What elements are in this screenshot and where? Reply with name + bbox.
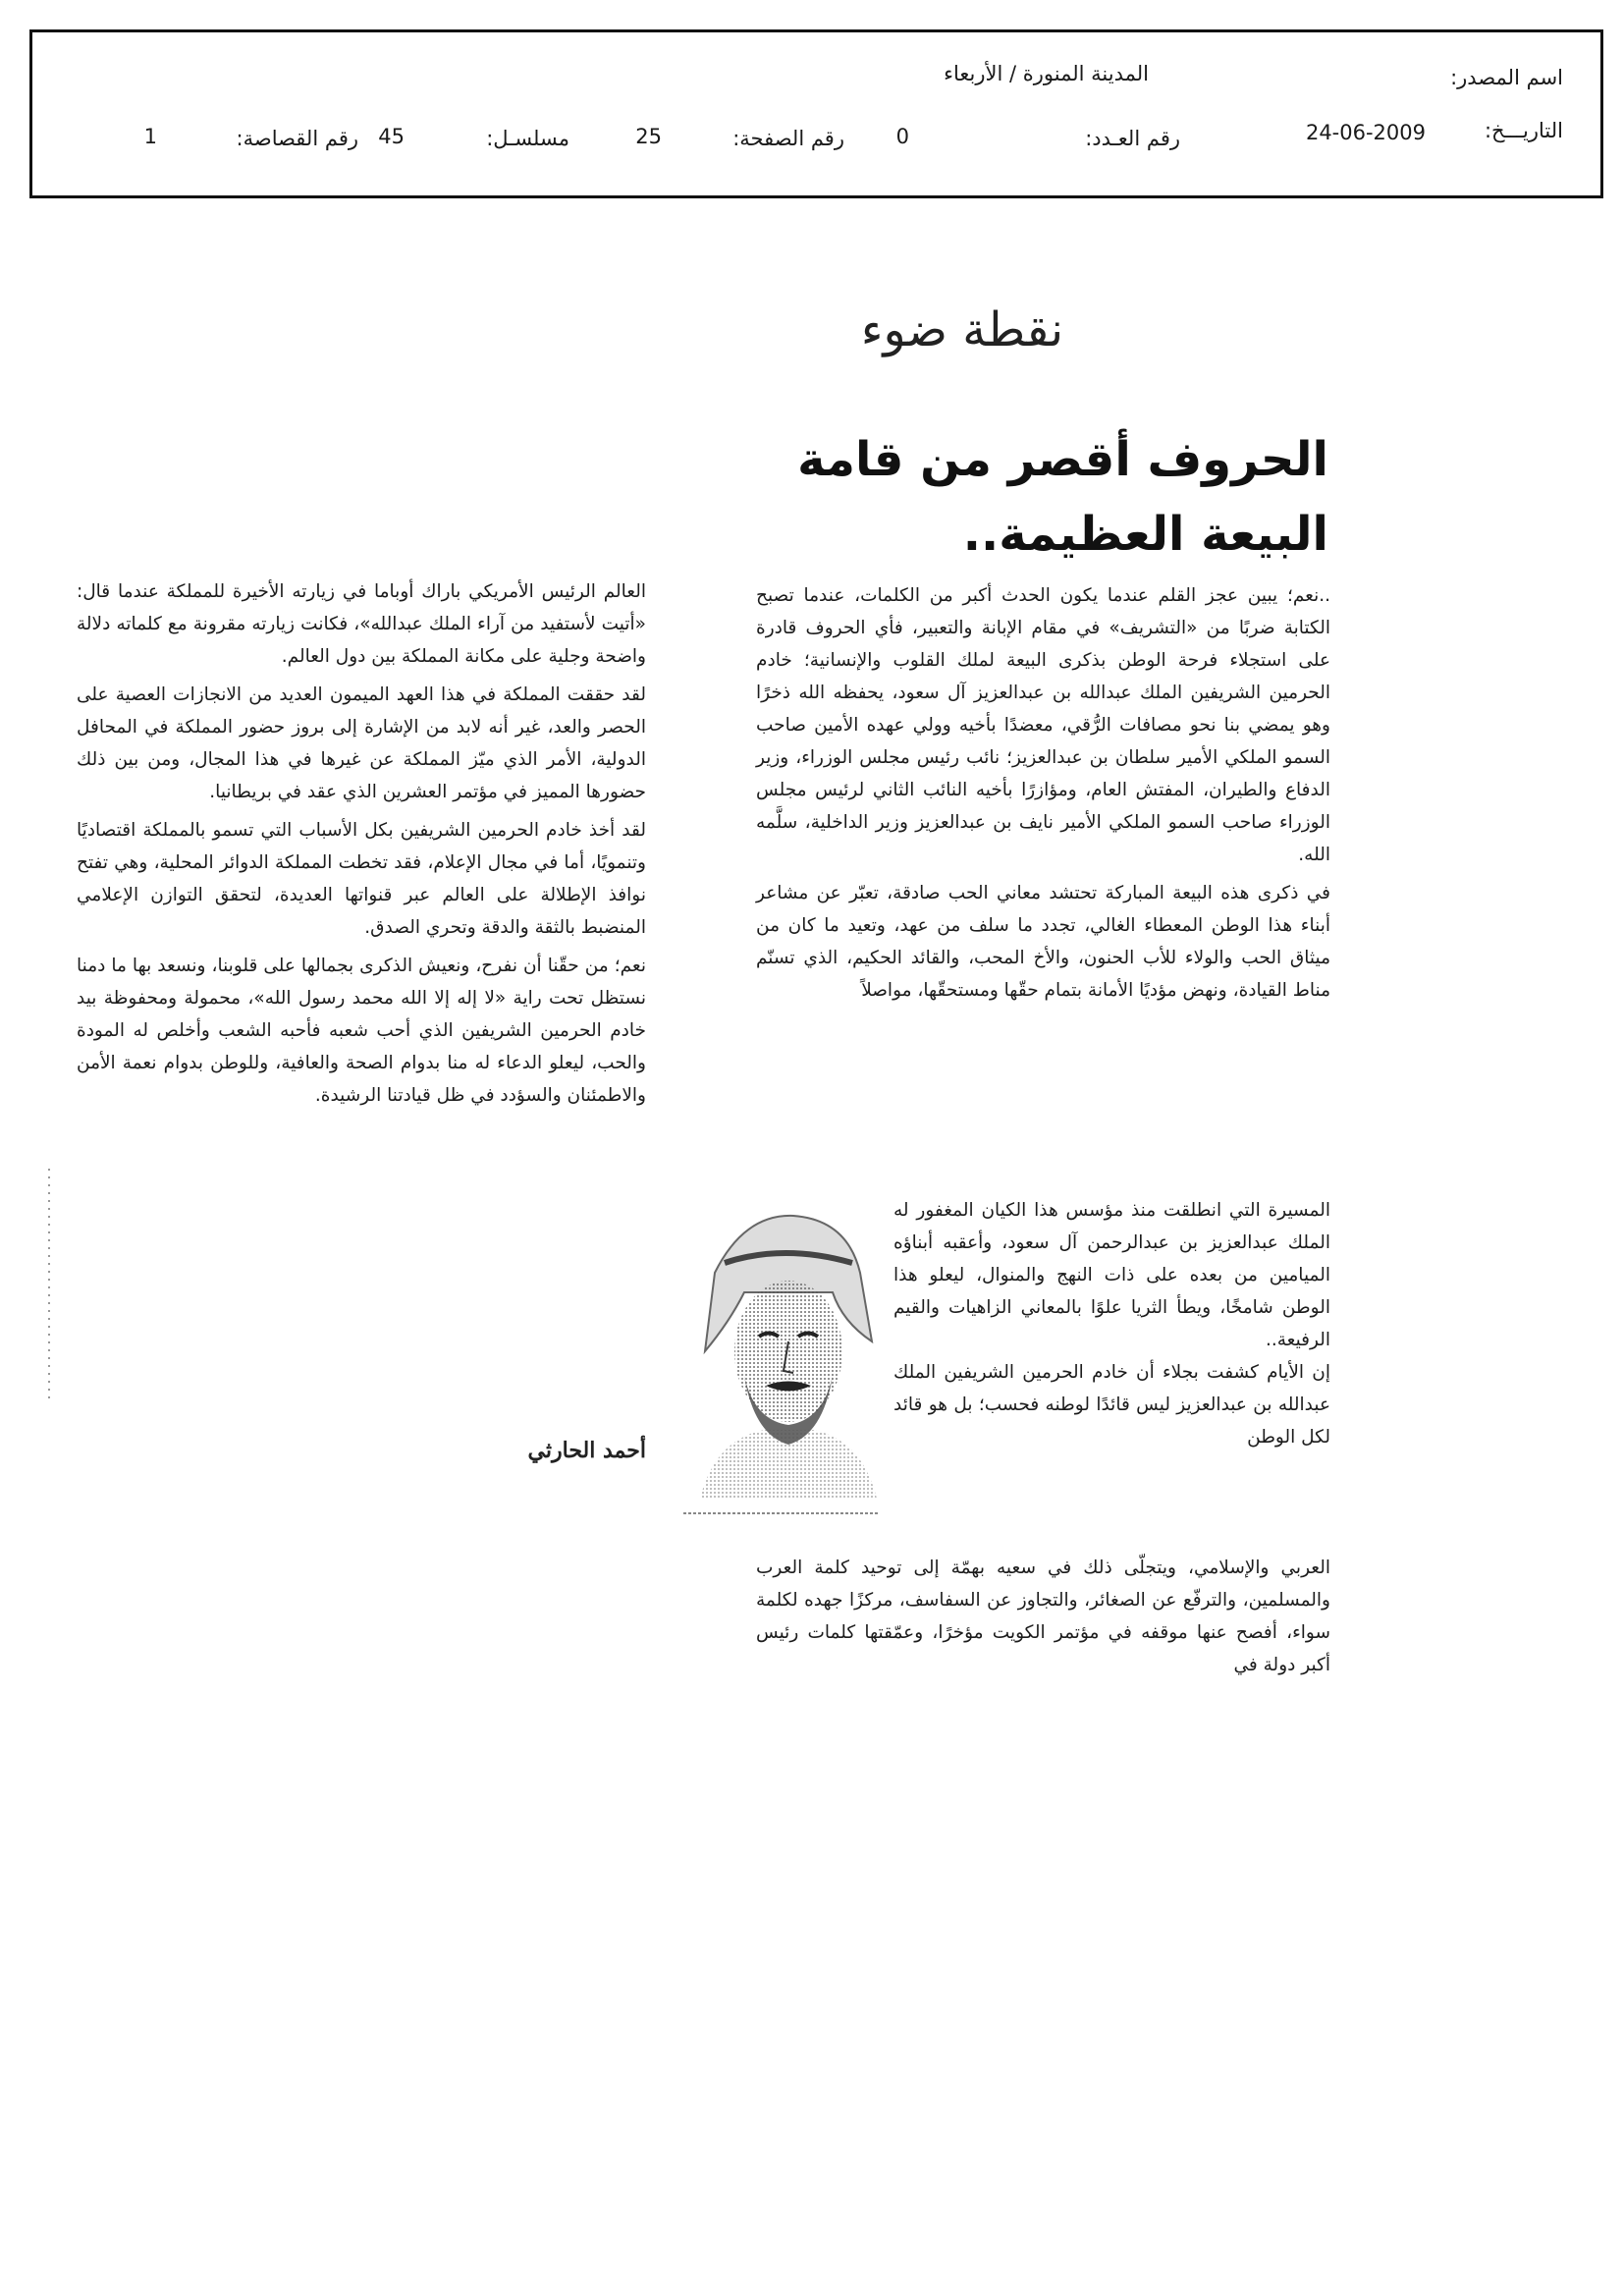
issue-label: رقم العـدد: (1085, 127, 1180, 150)
left-column (77, 575, 646, 1118)
column-title: نقطة ضوء (860, 302, 1064, 357)
paragraph: نعم؛ من حقّنا أن نفرح، ونعيش الذكرى بجمالها على قلوبنا، ونسعد بها ما دمنا نستظل تحت راية «لا إله إلا الله محمد رسول الله»، محمولة ومحفوظة بيد خادم الحرمين الشريفين الذي أحب شعبه فأحبه الشعب وأخلص له المودة والحب، ليعلو الدعاء له منا بدوام الصحة والعافية، وللوطن بدوام نعمة الأمن والاطمئنان والسؤدد في ظل قيادتنا الرشيدة. (77, 956, 646, 1106)
source-value: المدينة المنورة / الأربعاء (944, 62, 1149, 85)
paragraph: لقد أخذ خادم الحرمين الشريفين بكل الأسباب التي تسمو بالمملكة اقتصاديًا وتنمويًا، أما في مجال الإعلام، فقد تخطت المملكة الدوائر المحلية، وهي تفتح نوافذ الإطلالة على العالم عبر قنواتها العديدة، لتحقق التوازن الإعلامي المنضبط بالثقة والدقة وتحري الصدق. (77, 820, 646, 938)
clip-number-label: رقم القصاصة: (236, 127, 358, 150)
serial-value: 45 (378, 125, 405, 148)
paragraph: لقد حققت المملكة في هذا العهد الميمون العديد من الانجازات العصية على الحصر والعد، غير أنه لابد من الإشارة إلى بروز حضور المملكة في المحافل الدولية، الأمر الذي ميّز المملكة عن غيرها في هذا المجال، ومن بين ذلك حضورها المميز في مؤتمر العشرين الذي عقد في بريطانيا. (77, 684, 646, 802)
scan-margin-mark (47, 1169, 51, 1404)
paragraph: إن الأيام كشفت بجلاء أن خادم الحرمين الشريفين الملك عبدالله بن عبدالعزيز ليس قائدًا لوطنه فحسب؛ بل هو قائد لكل الوطن (893, 1362, 1330, 1448)
paragraph: العالم الرئيس الأمريكي باراك أوباما في زيارته الأخيرة للمملكة عندما قال: «أتيت لأستفيد من آراء الملك عبدالله»، فكانت زيارته مقرونة مع كلماته دلالة واضحة وجلية على مكانة المملكة بين دول العالم. (77, 581, 646, 667)
photo-caption-mark (683, 1508, 880, 1518)
headline-line-2: البيعة العظيمة.. (962, 507, 1328, 562)
article-headline (543, 422, 1328, 572)
right-column (756, 579, 1330, 1012)
date-label: التاريـــخ: (1484, 119, 1563, 142)
paragraph: العربي والإسلامي، ويتجلّى ذلك في سعيه بهمّة إلى توحيد كلمة العرب والمسلمين، والترفّع عن الصغائر، والتجاوز عن السفاسف، مركزًا جهده لكلمة سواء، أفصح عنها موقفه في مؤتمر الكويت مؤخرًا، وعمّقتها كلمات رئيس أكبر دولة في (756, 1558, 1330, 1675)
right-column-bottom (756, 1552, 1330, 1681)
paragraph: ..نعم؛ يبين عجز القلم عندما يكون الحدث أكبر من الكلمات، عندما تصبح الكتابة ضربًا من «التشريف» في مقام الإبانة والتعبير، فأي الحروف قادرة على استجلاء فرحة الوطن بذكرى البيعة لملك القلوب والإنسانية؛ خادم الحرمين الشريفين الملك عبدالله بن عبدالعزيز آل سعود، يحفظه الله ذخرًا وهو يمضي بنا نحو مصافات الرُّقي، معضدًا بأخيه وولي عهده الأمين صاحب السمو الملكي الأمير سلطان بن عبدالعزيز؛ نائب رئيس مجلس الوزراء، وزير الدفاع والطيران، المفتش العام، ومؤازرًا بأخيه النائب الثاني لرئيس مجلس الوزراء صاحب السمو الملكي الأمير نايف بن عبدالعزيز وزير الداخلية، سلَّمه الله. (756, 585, 1330, 865)
date-value: 24-06-2009 (1305, 121, 1426, 144)
author-portrait-photo (685, 1204, 882, 1499)
source-label: اسم المصدر: (1450, 66, 1563, 89)
paragraph: المسيرة التي انطلقت منذ مؤسس هذا الكيان المغفور له الملك عبدالعزيز بن عبدالرحمن آل سعود، وأعقبه أبناؤه الميامين من بعده على ذات النهج والمنوال، ليعلو هذا الوطن شامخًا، ويطأ الثريا علوًا بالمعاني الزاهيات والقيم الرفيعة.. (893, 1200, 1330, 1350)
serial-label: مسلسـل: (486, 127, 569, 150)
paragraph: في ذكرى هذه البيعة المباركة تحتشد معاني الحب صادقة، تعبّر عن مشاعر أبناء هذا الوطن المعطاء الغالي، تجدد ما سلف من عهد، وتعيد ما كان من ميثاق الحب والولاء للأب الحنون، والأخ المحب، والقائد الحكيم، الذي تسنّم مناط القيادة، ونهض مؤديًا الأمانة بتمام حقّها ومستحقّها، مواصلاً (756, 883, 1330, 1001)
clipping-info-box (29, 29, 1603, 198)
page-number-label: رقم الصفحة: (732, 127, 844, 150)
clip-number-value: 1 (143, 125, 157, 148)
issue-value: 0 (895, 125, 909, 148)
author-signature: أحمد الحارثي (527, 1438, 646, 1463)
page-number-value: 25 (635, 125, 662, 148)
headline-line-1: الحروف أقصر من قامة (797, 432, 1328, 487)
wrapped-text-block (893, 1194, 1330, 1453)
